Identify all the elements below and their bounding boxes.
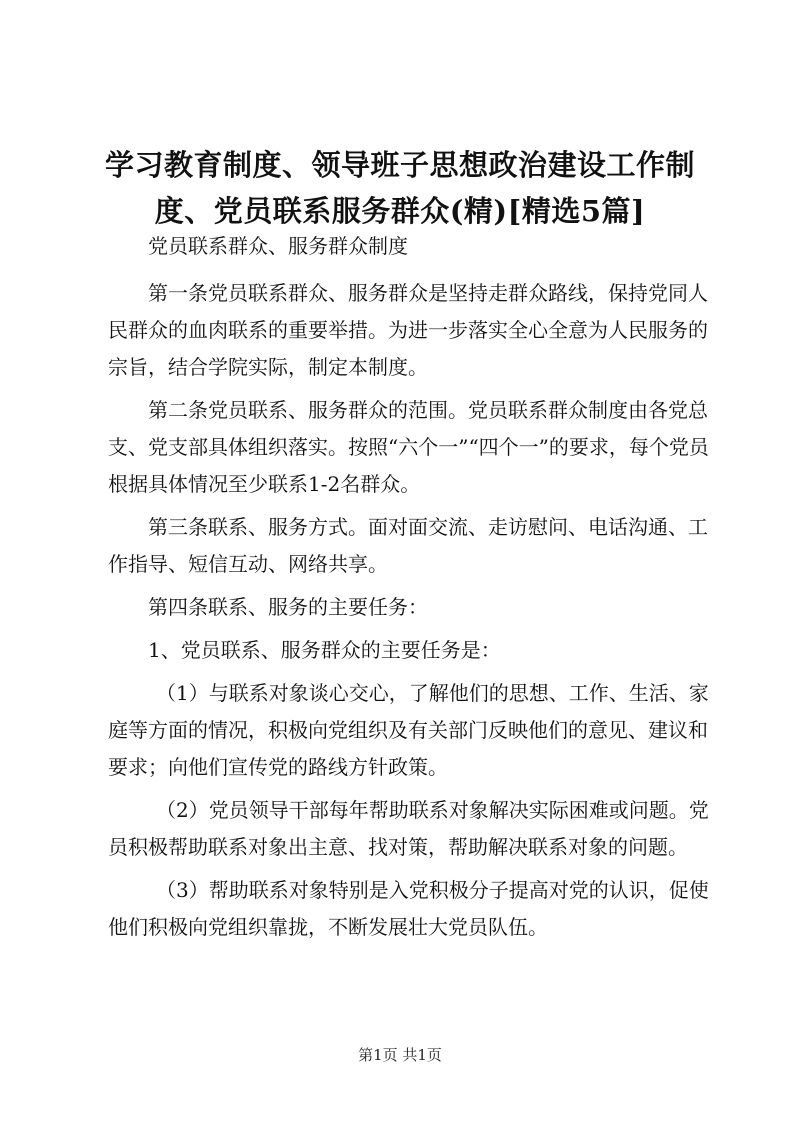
paragraph-task-3: （3）帮助联系对象特别是入党积极分子提高对党的认识，促使他们积极向党组织靠拢，不断发展壮大党员队伍。: [108, 878, 709, 939]
paragraph-article-1: 第一条党员联系群众、服务群众是坚持走群众路线，保持党同人民群众的血肉联系的重要举措。为进一步落实全心全意为人民服务的宗旨，结合学院实际，制定本制度。: [108, 281, 708, 379]
paragraph-article-4: 第四条联系、服务的主要任务：: [148, 595, 428, 619]
document-title: 学习教育制度、领导班子思想政治建设工作制度、党员联系服务群众(精)[精选5篇]: [104, 148, 695, 228]
page-footer: 第1页 共1页: [358, 1046, 442, 1064]
paragraph-task-1: （1）与联系对象谈心交心，了解他们的思想、工作、生活、家庭等方面的情况，积极向党组织及有关部门反映他们的意见、建议和要求；向他们宣传党的路线方针政策。: [108, 681, 709, 779]
section-heading: 党员联系群众、服务群众制度: [148, 234, 408, 258]
paragraph-task-intro: 1、党员联系、服务群众的主要任务是：: [148, 638, 501, 662]
document-body: [108, 228, 718, 952]
paragraph-article-3: 第三条联系、服务方式。面对面交流、走访慰问、电话沟通、工作指导、短信互动、网络共享。: [108, 515, 708, 576]
paragraph-article-2: 第二条党员联系、服务群众的范围。党员联系群众制度由各党总支、党支部具体组织落实。按照“六个一”“四个一”的要求，每个党员根据具体情况至少联系1-2名群众。: [108, 398, 709, 496]
paragraph-task-2: （2）党员领导干部每年帮助联系对象解决实际困难或问题。党员积极帮助联系对象出主意、找对策，帮助解决联系对象的问题。: [108, 798, 709, 859]
